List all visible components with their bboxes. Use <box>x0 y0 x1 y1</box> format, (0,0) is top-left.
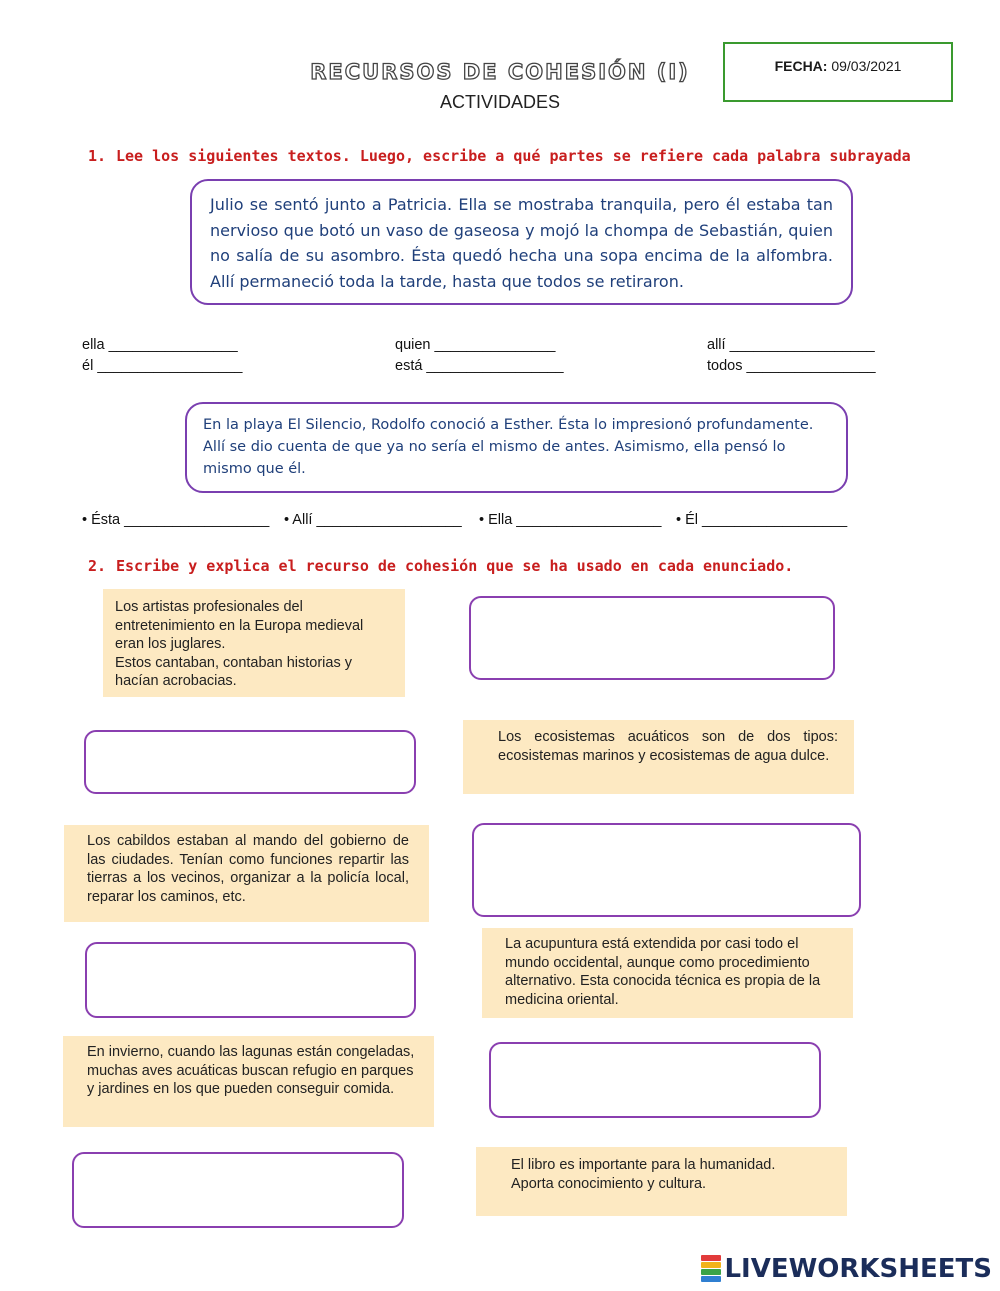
blank-el[interactable]: él __________________ <box>82 358 243 374</box>
sentence-cabildos: Los cabildos estaban al mando del gobierno de las ciudades. Tenían como funciones repartir las tierras a los vecinos, organizar a la policía local, reparar los caminos, etc. <box>64 825 429 922</box>
logo-text: LIVEWORKSHEETS <box>724 1254 992 1284</box>
blank-esta[interactable]: está _________________ <box>395 358 564 374</box>
date-value: 09/03/2021 <box>831 58 902 74</box>
sentence-juglares: Los artistas profesionales del entretenimiento en la Europa medieval eran los juglares. Estos cantaban, contaban historias y hacían acrobacias. <box>103 589 405 697</box>
passage-2: En la playa El Silencio, Rodolfo conoció a Esther. Ésta lo impresionó profundamente. Allí se dio cuenta de que ya no sería el mismo de antes. Asimismo, ella pensó lo mismo que él. <box>185 402 848 493</box>
logo-mark-icon <box>701 1255 721 1283</box>
date-label: FECHA: <box>774 58 828 74</box>
page-title: RECURSOS DE COHESIÓN (I) <box>310 60 690 84</box>
question-2-number: 2. <box>88 557 107 575</box>
question-2-heading <box>88 557 793 575</box>
answer-box-1[interactable] <box>469 596 835 680</box>
blank-ella-2[interactable]: • Ella __________________ <box>479 512 662 528</box>
page-subtitle: ACTIVIDADES <box>439 92 561 112</box>
question-1-prompt: Lee los siguientes textos. Luego, escribe a qué partes se refiere cada palabra subrayada <box>116 147 911 165</box>
sentence-ecosistemas: Los ecosistemas acuáticos son de dos tipos: ecosistemas marinos y ecosistemas de agua dulce. <box>463 720 854 794</box>
passage-1: Julio se sentó junto a Patricia. Ella se mostraba tranquila, pero él estaba tan nervioso que botó un vaso de gaseosa y mojó la chompa de Sebastián, quien no salía de su asombro. Ésta quedó hecha una sopa encima de la alfombra. Allí permaneció toda la tarde, hasta que todos se retiraron. <box>190 179 853 305</box>
answer-box-4[interactable] <box>85 942 416 1018</box>
answer-box-3[interactable] <box>472 823 861 917</box>
answer-box-5[interactable] <box>489 1042 821 1118</box>
blank-alli-2[interactable]: • Allí __________________ <box>284 512 462 528</box>
question-1-number: 1. <box>88 147 107 165</box>
sentence-libro: El libro es importante para la humanidad. Aporta conocimiento y cultura. <box>476 1147 847 1216</box>
blank-alli[interactable]: allí __________________ <box>707 337 875 353</box>
blank-todos[interactable]: todos ________________ <box>707 358 876 374</box>
question-2-prompt: Escribe y explica el recurso de cohesión que se ha usado en cada enunciado. <box>116 557 794 575</box>
sentence-acupuntura: La acupuntura está extendida por casi todo el mundo occidental, aunque como procedimiento alternativo. Esta conocida técnica es propia de la medicina oriental. <box>482 928 853 1018</box>
answer-box-2[interactable] <box>84 730 416 794</box>
blank-ella[interactable]: ella ________________ <box>82 337 238 353</box>
blank-esta-2[interactable]: • Ésta __________________ <box>82 512 270 528</box>
blank-el-2[interactable]: • Él __________________ <box>676 512 848 528</box>
sentence-lagunas: En invierno, cuando las lagunas están congeladas, muchas aves acuáticas buscan refugio en parques y jardines en los que pueden conseguir comida. <box>63 1036 434 1127</box>
liveworksheets-logo <box>701 1254 992 1284</box>
answer-box-6[interactable] <box>72 1152 404 1228</box>
question-1-heading <box>88 147 911 165</box>
date-box <box>723 42 953 102</box>
blank-quien[interactable]: quien _______________ <box>395 337 556 353</box>
